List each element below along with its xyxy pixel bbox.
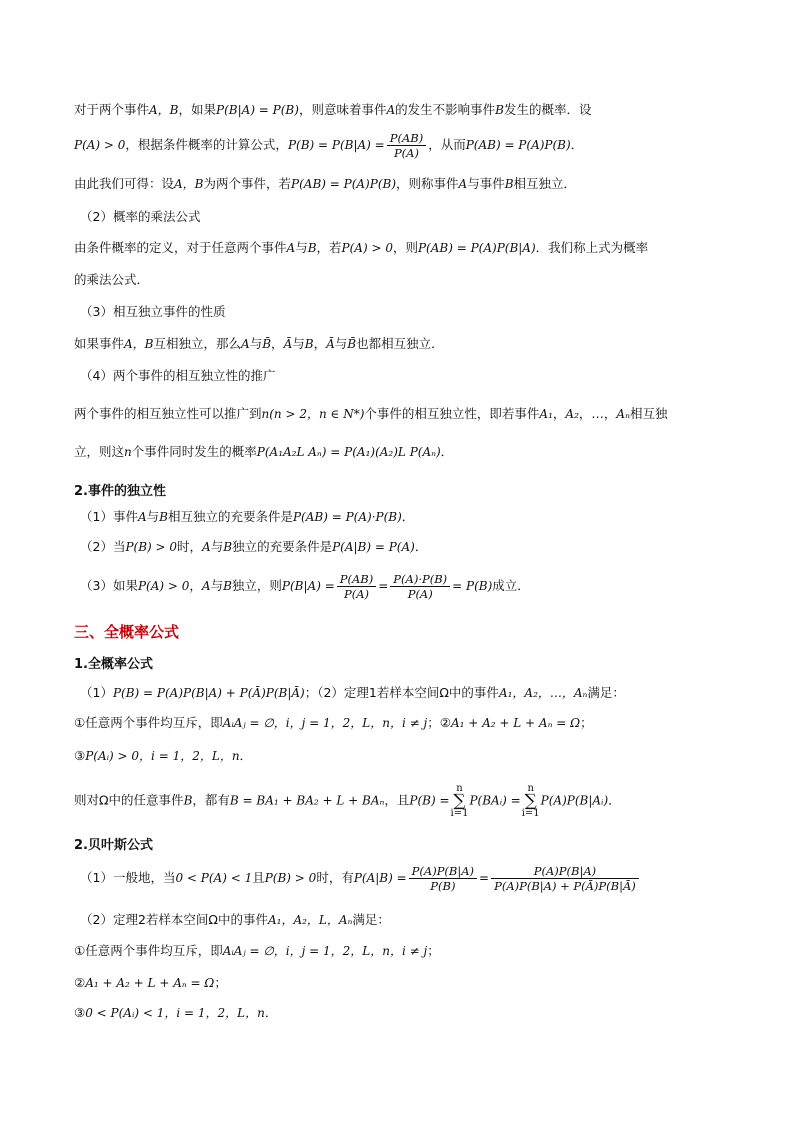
- text: 与: [210, 539, 224, 554]
- math-independence-condition: P(AB) = P(A)·P(B): [292, 510, 402, 524]
- math-total-probability-two: P(B) = P(A)P(B|A) + P(Ā)P(B|Ā): [112, 686, 305, 700]
- math-b: B: [159, 510, 168, 524]
- text: 与: [292, 336, 305, 351]
- math-pb-positive: P(B) > 0: [125, 540, 178, 554]
- text: ，若: [316, 240, 342, 255]
- math-product-rule: P(AB) = P(A)P(B): [465, 138, 571, 152]
- math-b-decomposition: B = BA₁ + BA₂ + L + BAₙ: [229, 793, 385, 808]
- math-a-complement: Ā: [326, 337, 335, 351]
- sum-upper: n: [456, 783, 463, 794]
- text: 与: [146, 509, 160, 524]
- text: ②: [74, 975, 86, 990]
- text: ①任意两个事件均互斥，即: [74, 943, 223, 958]
- math-sum-term-2: P(A)P(B|Aᵢ): [540, 793, 609, 808]
- fraction-denominator: P(A): [343, 587, 370, 601]
- math-events-a-b: A，B: [149, 103, 179, 117]
- math-a2: A₂: [565, 407, 579, 421]
- fraction-numerator: P(A)P(B|A): [491, 864, 639, 879]
- text: 个事件的相互独立性，即若事件: [364, 406, 540, 421]
- text: 满足：: [587, 685, 625, 700]
- text: （2）定理2若样本空间Ω中的事件: [80, 912, 268, 927]
- bayes-condition-3: [74, 1003, 734, 1023]
- text: （2）当: [80, 539, 126, 554]
- text: ③: [74, 1005, 86, 1020]
- text: 独立的充要条件是: [232, 539, 333, 554]
- text: （3）如果: [80, 578, 138, 593]
- math-a: A: [202, 540, 211, 554]
- math-mutually-exclusive: AᵢAⱼ = ∅，i，j = 1，2，L，n，i ≠ j: [222, 716, 428, 730]
- text: ．: [401, 509, 415, 524]
- text: ，: [189, 578, 202, 593]
- text: ．: [608, 792, 621, 808]
- math-event-list: A₁，A₂，L，Aₙ: [267, 913, 353, 927]
- text: 与: [249, 336, 263, 351]
- text: ，如果: [178, 102, 217, 117]
- text: 互相独立，那么: [153, 336, 242, 351]
- text: ．: [570, 137, 584, 152]
- summation-2: [522, 784, 540, 818]
- heading-total-probability: 1.全概率公式: [74, 657, 153, 672]
- text: 个事件同时发生的概率: [131, 444, 257, 459]
- text: 相互独立．: [513, 176, 577, 191]
- fraction-bayes-2: [491, 864, 639, 893]
- independence-item-1: [80, 507, 734, 527]
- multiplication-line-1: [74, 238, 734, 258]
- summation-1: [451, 784, 469, 818]
- heading-event-independence: 2.事件的独立性: [74, 484, 166, 499]
- text: ，则意味着事件: [298, 102, 387, 117]
- math-product-formula: P(A₁A₂L Aₙ) = P(A₁)(A₂)L P(Aₙ): [256, 445, 441, 459]
- text: 两个事件的相互独立性可以推广到: [74, 406, 262, 421]
- text: ，从而: [428, 137, 466, 152]
- math-pba-equals: P(B|A) =: [281, 579, 335, 593]
- fraction-denominator: P(A): [407, 587, 433, 601]
- text: ，…，: [578, 406, 617, 421]
- total-probability-line-1: [80, 683, 734, 703]
- generalization-line-1: [74, 404, 734, 424]
- text: ，且: [384, 792, 410, 808]
- text: ，则称事件: [396, 176, 459, 191]
- text: 如果事件: [74, 336, 125, 351]
- math-a: A: [458, 177, 468, 191]
- text: 的发生不影响事件: [395, 102, 496, 117]
- math-b: B: [495, 103, 504, 117]
- math-events-a-b: A，B: [124, 337, 154, 351]
- text: ．: [239, 748, 253, 763]
- sum-lower: i=1: [450, 808, 469, 819]
- total-probability-conditions-1-2: [74, 713, 734, 733]
- math-mutually-exclusive: AᵢAⱼ = ∅，i，j = 1，2，L，n，i ≠ j: [222, 944, 428, 958]
- math-pa-range: 0 < P(A) < 1: [175, 871, 253, 885]
- total-probability-condition-3: [74, 746, 734, 766]
- text: ；: [427, 943, 440, 958]
- text: 则对Ω中的任意事件: [74, 792, 184, 808]
- independence-item-3: [80, 570, 734, 602]
- math-product-rule: P(AB) = P(A)P(B): [291, 177, 396, 191]
- text: ，都有: [192, 792, 230, 808]
- text: 相互独: [629, 406, 668, 421]
- text: 独立，则: [231, 578, 282, 593]
- text: ．我们称上式为概率: [535, 240, 649, 255]
- generalization-line-2: [74, 442, 734, 462]
- text: ，则: [392, 240, 418, 255]
- fraction-numerator: P(AB): [337, 572, 376, 587]
- fraction-numerator: P(AB): [387, 131, 426, 146]
- properties-line: [74, 334, 734, 354]
- sum-sigma: ∑: [453, 791, 466, 811]
- math-a-complement: Ā: [283, 337, 293, 351]
- text: ．: [264, 1005, 278, 1020]
- fraction-denominator: P(A)P(B|A) + P(Ā)P(B|Ā): [494, 879, 636, 893]
- text: ；②: [427, 715, 451, 730]
- independence-item-2: [80, 537, 734, 557]
- text: （1）: [80, 685, 113, 700]
- math-pb-equation: P(B) = P(B|A) =: [287, 138, 385, 152]
- math-b-complement: B̄: [262, 337, 272, 351]
- math-pb-positive: P(B) > 0: [264, 871, 317, 885]
- text: 且: [252, 870, 265, 885]
- text: ③: [74, 748, 86, 763]
- text: ，: [271, 336, 284, 351]
- math-b: B: [504, 177, 514, 191]
- math-b: B: [307, 241, 317, 255]
- math-equals: =: [479, 871, 490, 885]
- math-a: A: [137, 510, 147, 524]
- total-probability-result: [74, 784, 734, 818]
- text: 立，则这: [74, 444, 125, 459]
- text: 与: [334, 336, 348, 351]
- text: ①任意两个事件均互斥，即: [74, 715, 223, 730]
- text: ，: [552, 406, 566, 421]
- fraction-denominator: P(A): [393, 146, 419, 160]
- math-n-condition: n(n > 2，n ∈ N*): [261, 407, 365, 421]
- math-pa-positive: P(A) > 0: [74, 138, 126, 152]
- text: 对于两个事件: [74, 102, 150, 117]
- math-b: B: [304, 337, 314, 351]
- text: 与: [210, 578, 224, 593]
- math-prob-range: 0 < P(Aᵢ) < 1，i = 1，2，L，n: [85, 1006, 265, 1020]
- text: （1）事件: [80, 509, 138, 524]
- math-events-a-b: A，B: [174, 177, 204, 191]
- text: ；: [214, 975, 227, 990]
- independence-definition-line-2: [74, 130, 734, 160]
- text: 由条件概率的定义，对于任意两个事件: [74, 240, 287, 255]
- math-n: n: [124, 445, 132, 459]
- math-conditional-independence: P(A|B) = P(A): [332, 540, 415, 554]
- text: ；（2）定理1若样本空间Ω中的事件: [304, 685, 499, 700]
- text: ，: [313, 336, 327, 351]
- fraction-bayes-1: [409, 864, 477, 893]
- fraction-pab-over-pa: [387, 131, 426, 160]
- math-conditional-equality: P(B|A) = P(B): [216, 103, 299, 117]
- fraction-product-over-pa: [390, 572, 450, 601]
- bayes-line-2: [80, 910, 734, 930]
- text: 时，: [177, 539, 203, 554]
- math-event-list: A₁，A₂，…，Aₙ: [498, 686, 588, 700]
- math-positive-prob: P(Aᵢ) > 0，i = 1，2，L，n: [85, 749, 240, 763]
- heading-independence-properties: （3）相互独立事件的性质: [80, 304, 226, 319]
- math-a: A: [286, 241, 296, 255]
- text: 与事件: [467, 176, 505, 191]
- math-an: Aₙ: [616, 407, 630, 421]
- sum-lower: i=1: [521, 808, 540, 819]
- math-a1: A₁: [539, 407, 553, 421]
- math-pb-equals: P(B) =: [409, 793, 450, 808]
- text: 发生的概率．设: [503, 102, 592, 117]
- math-pab-equals: P(A|B) =: [353, 871, 407, 885]
- math-pa-positive: P(A) > 0: [341, 241, 393, 255]
- math-b: B: [183, 793, 193, 808]
- fraction-pab-over-pa: [337, 572, 376, 601]
- text: ．: [440, 444, 454, 459]
- text: 时，有: [316, 870, 354, 885]
- text: 成立．: [492, 578, 530, 593]
- math-b-complement: B̄: [347, 337, 357, 351]
- sum-sigma: ∑: [524, 791, 537, 811]
- independence-definition-line-1: [74, 100, 734, 120]
- fraction-numerator: P(A)·P(B): [390, 572, 450, 587]
- fraction-denominator: P(B): [430, 879, 456, 893]
- math-a: A: [386, 103, 396, 117]
- bayes-condition-1: [74, 941, 734, 961]
- text: 为两个事件，若: [203, 176, 292, 191]
- heading-generalization: （4）两个事件的相互独立性的推广: [80, 368, 276, 383]
- text: ，根据条件概率的计算公式，: [125, 137, 288, 152]
- independence-definition-line-3: [74, 174, 734, 194]
- bayes-condition-2: [74, 973, 734, 993]
- fraction-numerator: P(A)P(B|A): [409, 864, 477, 879]
- text: （1）一般地，当: [80, 870, 176, 885]
- math-a: A: [201, 579, 211, 593]
- math-equals: =: [378, 579, 389, 593]
- math-b: B: [223, 540, 233, 554]
- text: 满足：: [352, 912, 390, 927]
- text: 相互独立的充要条件是: [167, 509, 293, 524]
- math-union-omega: A₁ + A₂ + L + Aₙ = Ω: [450, 716, 581, 730]
- text: ；: [580, 715, 593, 730]
- math-multiplication-rule: P(AB) = P(A)P(B|A): [417, 241, 536, 255]
- math-union-omega: A₁ + A₂ + L + Aₙ = Ω: [85, 976, 215, 990]
- sum-upper: n: [527, 783, 534, 794]
- math-sum-term-1: P(BAᵢ) =: [469, 793, 521, 808]
- text: 也都相互独立．: [356, 336, 444, 351]
- section-title-total-probability: 三、全概率公式: [74, 623, 180, 641]
- math-pa-positive: P(A) > 0: [137, 579, 190, 593]
- text: 由此我们可得：设: [74, 176, 175, 191]
- heading-multiplication-formula: （2）概率的乘法公式: [80, 209, 201, 224]
- text: ．: [414, 539, 428, 554]
- multiplication-line-2: 的乘法公式．: [74, 272, 150, 287]
- bayes-line-1: [80, 862, 734, 894]
- math-equals-pb: = P(B): [452, 579, 493, 593]
- math-a: A: [241, 337, 250, 351]
- math-b: B: [223, 579, 232, 593]
- text: 与: [295, 240, 308, 255]
- heading-bayes-formula: 2.贝叶斯公式: [74, 838, 153, 853]
